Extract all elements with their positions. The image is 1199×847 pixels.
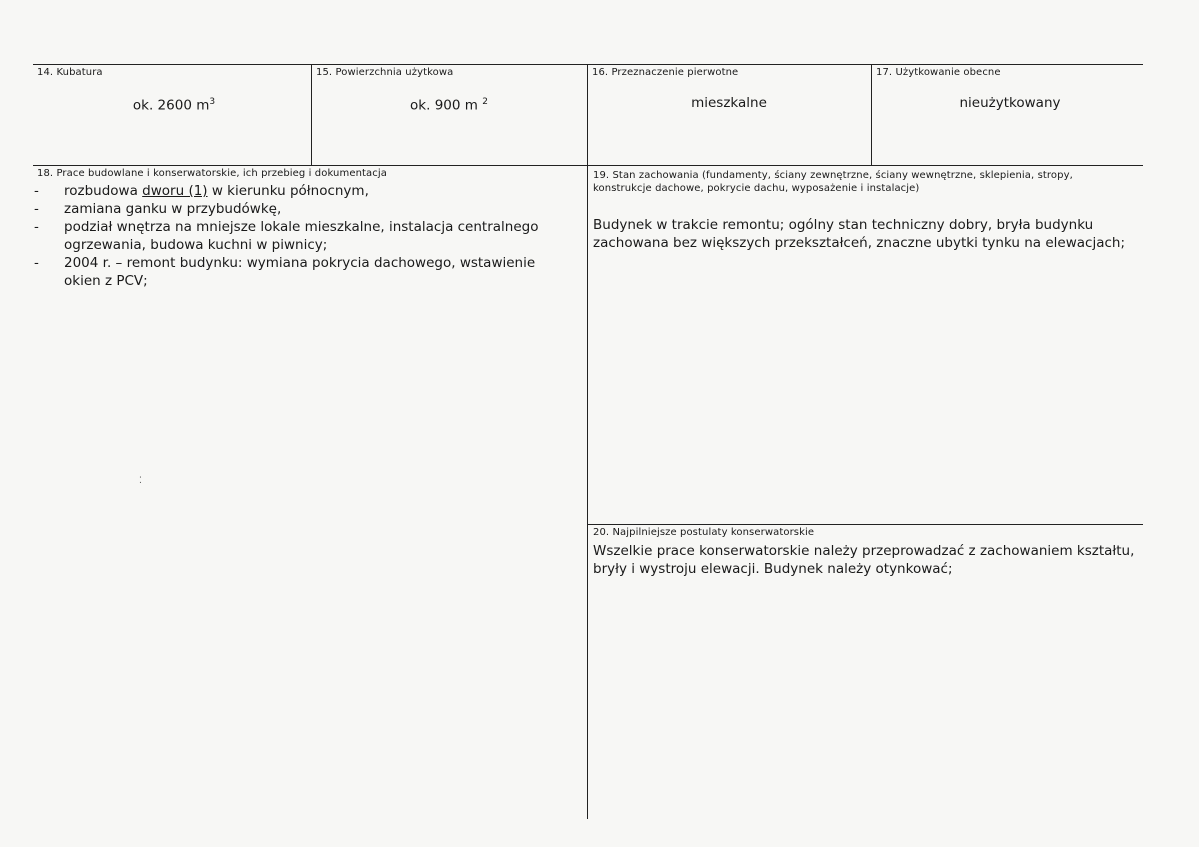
field-15-value-text: ok. 900 m — [410, 97, 483, 114]
field-17-label: 17. Użytkowanie obecne — [876, 67, 1001, 78]
divider-14-15 — [311, 64, 312, 165]
rule-middle — [33, 165, 1143, 166]
rule-field-20 — [587, 524, 1143, 525]
field-18-item-1-after: w kierunku północnym, — [207, 183, 369, 199]
field-15-superscript: 2 — [482, 97, 488, 107]
field-20-label: 20. Najpilniejsze postulaty konserwatorskie — [593, 527, 815, 538]
field-14-value — [37, 94, 311, 114]
field-18-item: - zamiana ganku w przybudówkę, — [34, 200, 574, 218]
field-14-superscript: 3 — [209, 97, 216, 107]
scan-speck: ⁚ — [139, 476, 142, 486]
divider-main — [587, 64, 588, 819]
field-18-label: 18. Prace budowlane i konserwatorskie, ich przebieg i dokumentacja — [37, 168, 387, 179]
field-14-value-text: ok. 2600 m — [132, 97, 210, 114]
field-18-item: - podział wnętrza na mniejsze lokale mieszkalne, instalacja centralnego ogrzewania, budowa kuchni w piwnicy; — [34, 218, 574, 254]
field-16-value: mieszkalne — [691, 95, 767, 111]
field-19-label-line-2: konstrukcje dachowe, pokrycie dachu, wyposażenie i instalacje) — [593, 183, 920, 194]
field-19-text: Budynek w trakcie remontu; ogólny stan techniczny dobry, bryła budynku zachowana bez większych przekształceń, znaczne ubytki tynku na elewacjach; — [593, 217, 1125, 251]
field-14-label: 14. Kubatura — [37, 67, 103, 78]
dwor-link[interactable]: dworu (1) — [142, 183, 208, 199]
rule-top — [33, 64, 1143, 65]
field-18-item-1-before: rozbudowa — [64, 183, 143, 199]
field-19-label-line-1: 19. Stan zachowania (fundamenty, ściany zewnętrzne, ściany wewnętrzne, sklepienia, stropy, — [593, 170, 1073, 181]
field-20-text: Wszelkie prace konserwatorskie należy przeprowadzać z zachowaniem kształtu, bryły i wystroju elewacji. Budynek należy otynkować; — [593, 543, 1135, 577]
field-17-value: nieużytkowany — [959, 95, 1061, 111]
field-18-item: - 2004 r. – remont budynku: wymiana pokrycia dachowego, wstawienie okien z PCV; — [34, 254, 574, 290]
field-18-item — [34, 182, 574, 200]
field-15-label: 15. Powierzchnia użytkowa — [316, 67, 454, 78]
divider-16-17 — [871, 64, 872, 165]
field-16-label: 16. Przeznaczenie pierwotne — [592, 67, 739, 78]
field-18-list — [34, 182, 574, 290]
field-15-value — [311, 94, 587, 114]
